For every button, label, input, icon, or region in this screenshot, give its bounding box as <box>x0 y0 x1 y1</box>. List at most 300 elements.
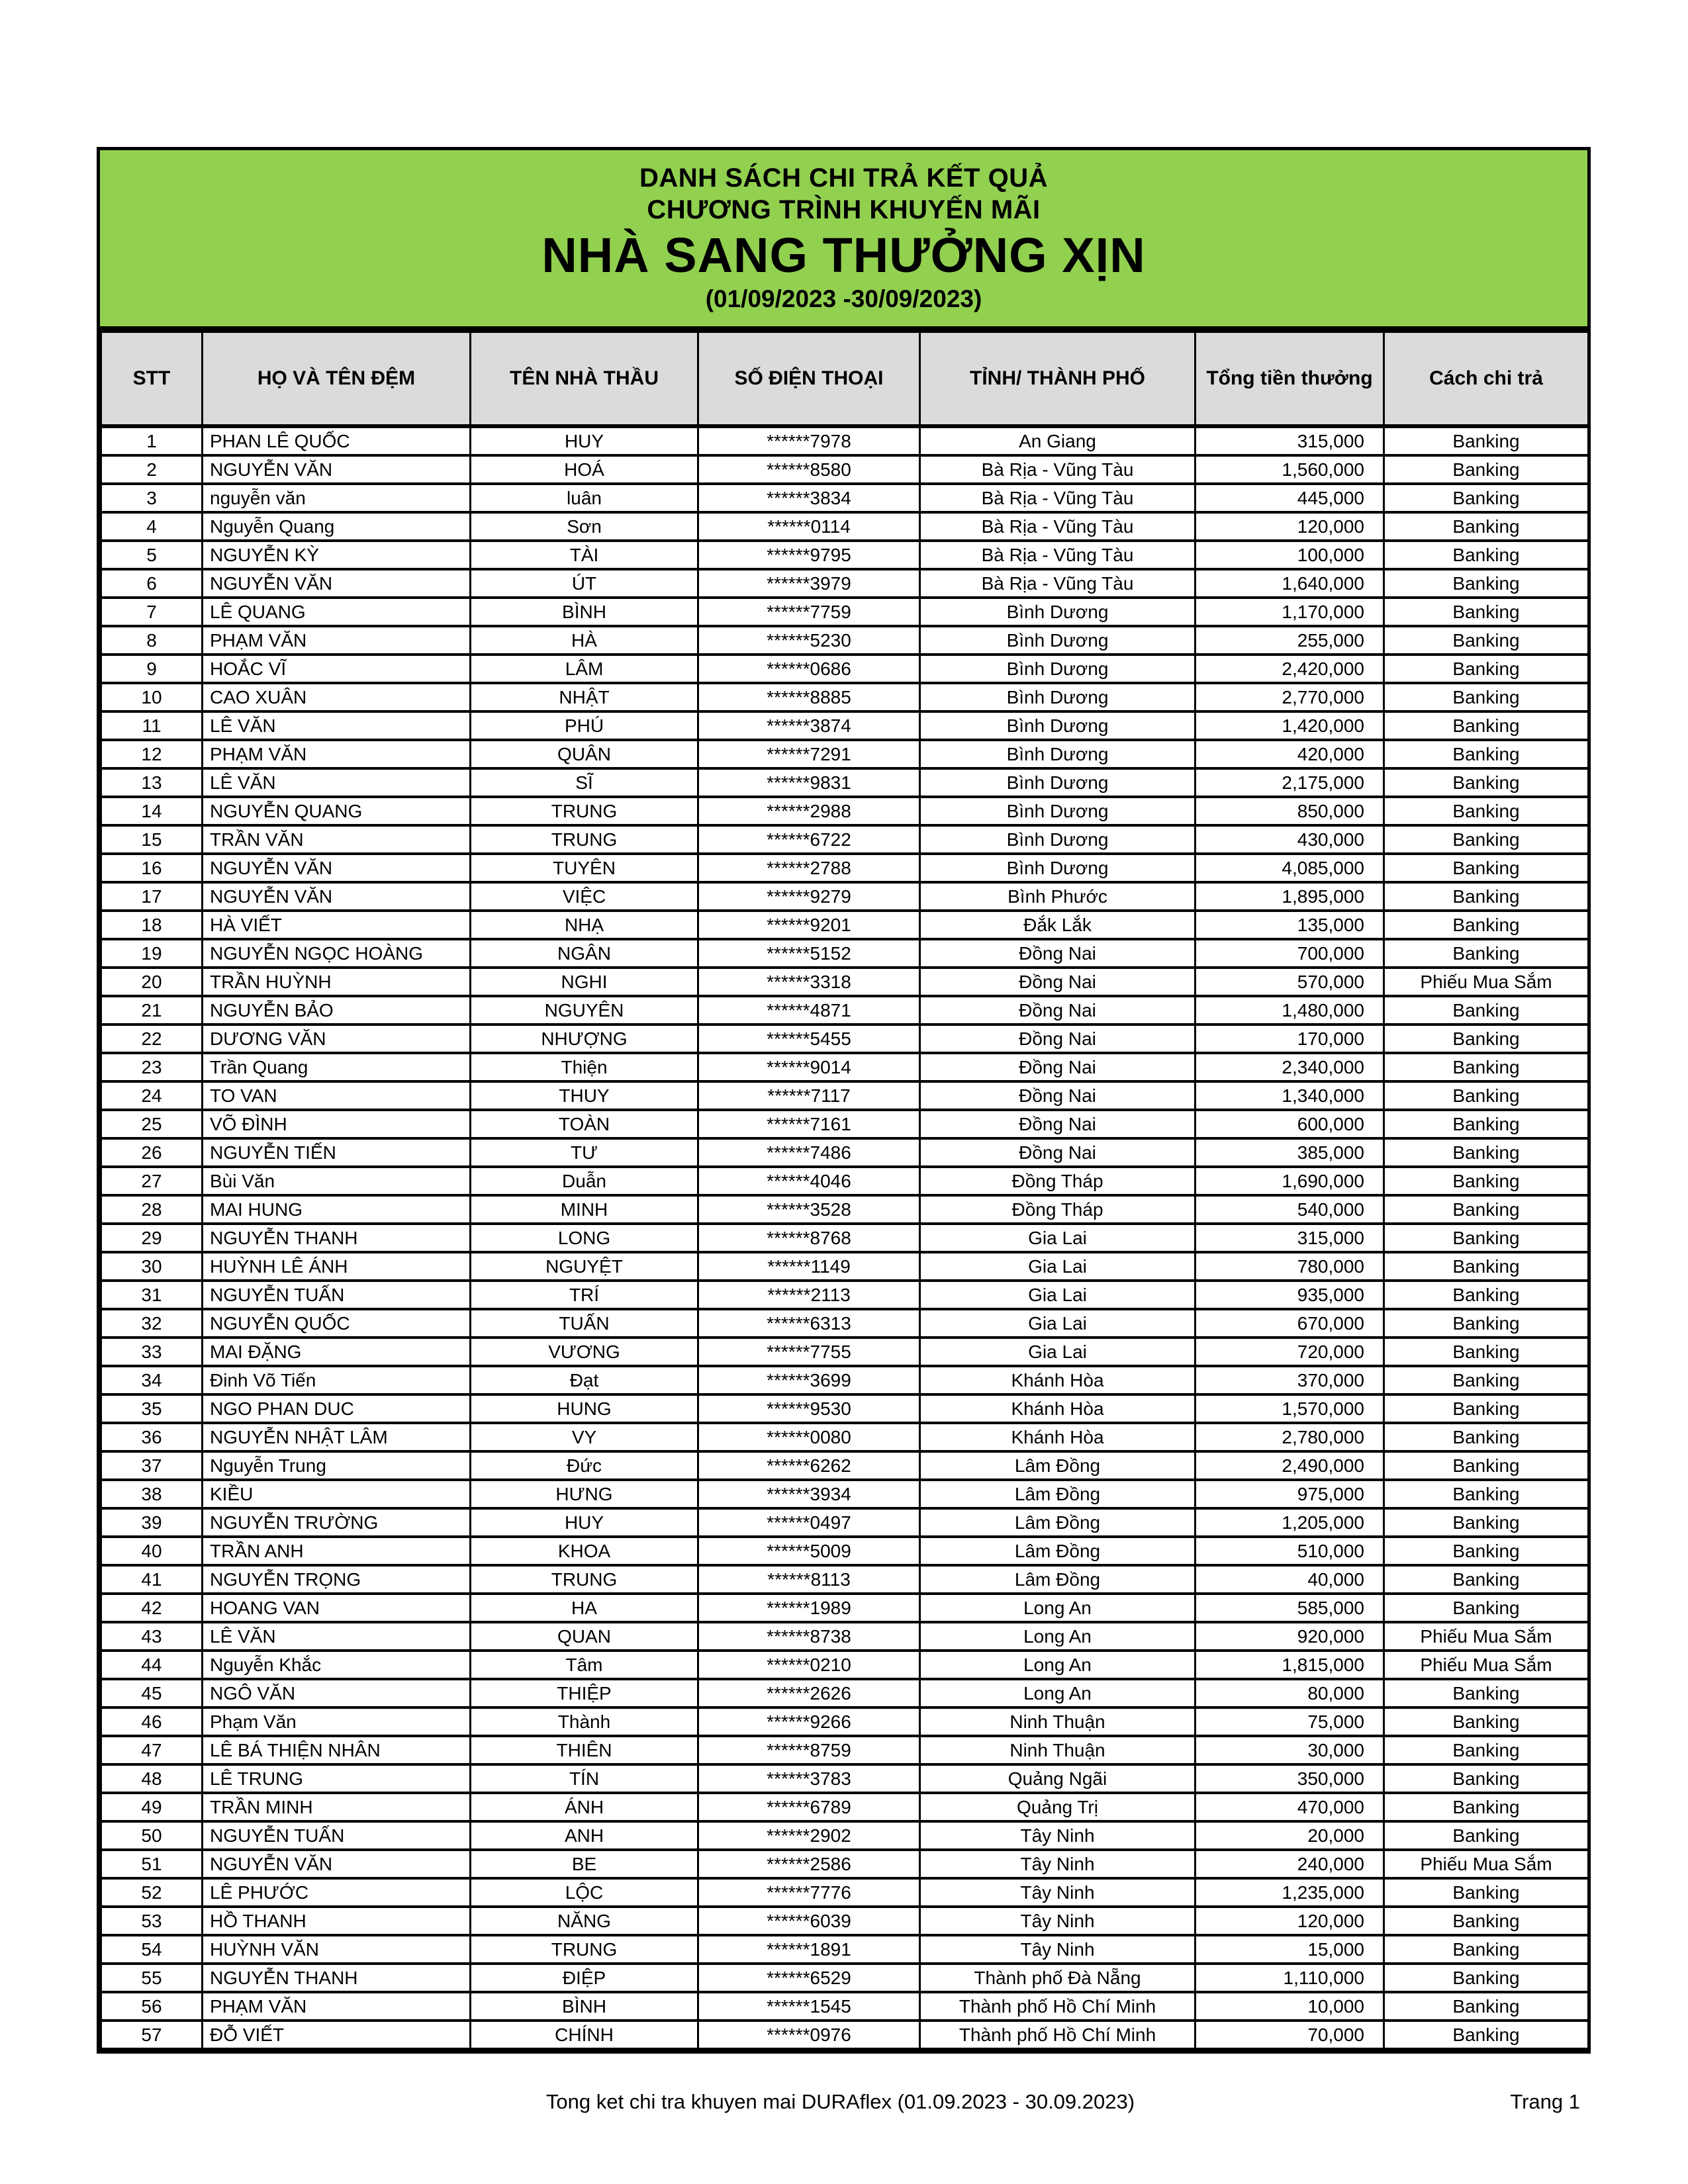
cell-cach-chi-tra: Banking <box>1384 1679 1589 1707</box>
cell-tinh-thanh-pho: Quảng Ngãi <box>920 1764 1196 1793</box>
cell-tinh-thanh-pho: An Giang <box>920 426 1196 455</box>
cell-ten-nha-thau: KHOA <box>471 1537 698 1565</box>
footer-page-number: Trang 1 <box>1510 2090 1580 2113</box>
cell-tong-tien-thuong: 15,000 <box>1196 1935 1384 1964</box>
cell-tong-tien-thuong: 1,110,000 <box>1196 1964 1384 1992</box>
table-row <box>101 1053 1589 1081</box>
cell-so-dien-thoai: ******9266 <box>698 1707 920 1736</box>
cell-stt: 14 <box>101 797 203 825</box>
cell-ho-va-ten-dem: Nguyễn Trung <box>203 1451 471 1480</box>
cell-so-dien-thoai: ******2788 <box>698 854 920 882</box>
cell-cach-chi-tra: Banking <box>1384 1281 1589 1309</box>
cell-stt: 8 <box>101 626 203 655</box>
cell-tong-tien-thuong: 470,000 <box>1196 1793 1384 1821</box>
date-range: (01/09/2023 -30/09/2023) <box>705 285 982 312</box>
cell-stt: 50 <box>101 1821 203 1850</box>
cell-tinh-thanh-pho: Bình Dương <box>920 655 1196 683</box>
cell-cach-chi-tra: Banking <box>1384 768 1589 797</box>
cell-ho-va-ten-dem: HÀ VIẾT <box>203 911 471 939</box>
cell-stt: 52 <box>101 1878 203 1907</box>
cell-stt: 49 <box>101 1793 203 1821</box>
cell-ho-va-ten-dem: HOANG VAN <box>203 1594 471 1622</box>
cell-so-dien-thoai: ******3318 <box>698 968 920 996</box>
cell-ho-va-ten-dem: LÊ QUANG <box>203 598 471 626</box>
cell-ten-nha-thau: VY <box>471 1423 698 1451</box>
col-header-ten-nha-thau: TÊN NHÀ THẦU <box>471 332 698 427</box>
cell-tinh-thanh-pho: Đồng Nai <box>920 1024 1196 1053</box>
table-row <box>101 426 1589 455</box>
cell-tinh-thanh-pho: Thành phố Đà Nẵng <box>920 1964 1196 1992</box>
cell-ho-va-ten-dem: LÊ PHƯỚC <box>203 1878 471 1907</box>
cell-ten-nha-thau: ANH <box>471 1821 698 1850</box>
cell-cach-chi-tra: Banking <box>1384 1736 1589 1764</box>
cell-tinh-thanh-pho: Long An <box>920 1594 1196 1622</box>
cell-stt: 9 <box>101 655 203 683</box>
cell-ho-va-ten-dem: HUỲNH LÊ ÁNH <box>203 1252 471 1281</box>
cell-so-dien-thoai: ******2113 <box>698 1281 920 1309</box>
table-row <box>101 1992 1589 2021</box>
table-row <box>101 1935 1589 1964</box>
cell-ho-va-ten-dem: TRẦN MINH <box>203 1793 471 1821</box>
cell-ho-va-ten-dem: TO VAN <box>203 1081 471 1110</box>
cell-tinh-thanh-pho: Bà Rịa - Vũng Tàu <box>920 541 1196 569</box>
table-row <box>101 1195 1589 1224</box>
cell-stt: 53 <box>101 1907 203 1935</box>
cell-stt: 27 <box>101 1167 203 1195</box>
cell-tinh-thanh-pho: Lâm Đồng <box>920 1565 1196 1594</box>
table-row <box>101 1451 1589 1480</box>
cell-tong-tien-thuong: 540,000 <box>1196 1195 1384 1224</box>
cell-stt: 54 <box>101 1935 203 1964</box>
cell-ten-nha-thau: Thành <box>471 1707 698 1736</box>
cell-cach-chi-tra: Banking <box>1384 1878 1589 1907</box>
table-row <box>101 825 1589 854</box>
cell-tong-tien-thuong: 2,340,000 <box>1196 1053 1384 1081</box>
cell-tinh-thanh-pho: Bà Rịa - Vũng Tàu <box>920 512 1196 541</box>
cell-ho-va-ten-dem: NGUYỄN TIẾN <box>203 1138 471 1167</box>
table-row <box>101 1138 1589 1167</box>
cell-tinh-thanh-pho: Lâm Đồng <box>920 1451 1196 1480</box>
cell-so-dien-thoai: ******0114 <box>698 512 920 541</box>
cell-ten-nha-thau: Đạt <box>471 1366 698 1394</box>
cell-tinh-thanh-pho: Bình Dương <box>920 825 1196 854</box>
cell-so-dien-thoai: ******8738 <box>698 1622 920 1651</box>
cell-ho-va-ten-dem: CAO XUÂN <box>203 683 471 711</box>
table-row <box>101 740 1589 768</box>
cell-ho-va-ten-dem: TRẦN VĂN <box>203 825 471 854</box>
cell-stt: 21 <box>101 996 203 1024</box>
cell-tinh-thanh-pho: Bà Rịa - Vũng Tàu <box>920 455 1196 484</box>
cell-so-dien-thoai: ******5455 <box>698 1024 920 1053</box>
cell-tong-tien-thuong: 1,895,000 <box>1196 882 1384 911</box>
cell-tong-tien-thuong: 420,000 <box>1196 740 1384 768</box>
cell-ten-nha-thau: HA <box>471 1594 698 1622</box>
cell-ho-va-ten-dem: HOẮC VĨ <box>203 655 471 683</box>
table-row <box>101 1736 1589 1764</box>
table-row <box>101 1081 1589 1110</box>
cell-cach-chi-tra: Banking <box>1384 797 1589 825</box>
cell-tinh-thanh-pho: Bình Dương <box>920 797 1196 825</box>
cell-so-dien-thoai: ******6262 <box>698 1451 920 1480</box>
cell-tong-tien-thuong: 720,000 <box>1196 1338 1384 1366</box>
cell-cach-chi-tra: Banking <box>1384 2021 1589 2049</box>
cell-tinh-thanh-pho: Bà Rịa - Vũng Tàu <box>920 484 1196 512</box>
cell-so-dien-thoai: ******0686 <box>698 655 920 683</box>
cell-stt: 12 <box>101 740 203 768</box>
doc-title-line2: CHƯƠNG TRÌNH KHUYẾN MÃI <box>647 195 1041 224</box>
cell-stt: 10 <box>101 683 203 711</box>
cell-so-dien-thoai: ******1149 <box>698 1252 920 1281</box>
cell-ten-nha-thau: TRÍ <box>471 1281 698 1309</box>
cell-stt: 19 <box>101 939 203 968</box>
cell-tong-tien-thuong: 170,000 <box>1196 1024 1384 1053</box>
cell-tong-tien-thuong: 350,000 <box>1196 1764 1384 1793</box>
cell-tong-tien-thuong: 1,480,000 <box>1196 996 1384 1024</box>
cell-so-dien-thoai: ******8113 <box>698 1565 920 1594</box>
cell-so-dien-thoai: ******6313 <box>698 1309 920 1338</box>
cell-stt: 25 <box>101 1110 203 1138</box>
cell-stt: 39 <box>101 1508 203 1537</box>
cell-stt: 23 <box>101 1053 203 1081</box>
page-footer <box>97 2090 1584 2120</box>
table-row <box>101 939 1589 968</box>
cell-cach-chi-tra: Banking <box>1384 426 1589 455</box>
cell-tinh-thanh-pho: Khánh Hòa <box>920 1423 1196 1451</box>
table-row <box>101 1394 1589 1423</box>
cell-cach-chi-tra: Banking <box>1384 1024 1589 1053</box>
cell-tong-tien-thuong: 4,085,000 <box>1196 854 1384 882</box>
cell-cach-chi-tra: Banking <box>1384 1110 1589 1138</box>
cell-tong-tien-thuong: 135,000 <box>1196 911 1384 939</box>
table-row <box>101 911 1589 939</box>
cell-tinh-thanh-pho: Đồng Nai <box>920 1081 1196 1110</box>
cell-tinh-thanh-pho: Bà Rịa - Vũng Tàu <box>920 569 1196 598</box>
cell-tinh-thanh-pho: Ninh Thuận <box>920 1736 1196 1764</box>
cell-cach-chi-tra: Banking <box>1384 711 1589 740</box>
cell-ten-nha-thau: Duẫn <box>471 1167 698 1195</box>
cell-stt: 7 <box>101 598 203 626</box>
cell-cach-chi-tra: Banking <box>1384 882 1589 911</box>
cell-tong-tien-thuong: 920,000 <box>1196 1622 1384 1651</box>
cell-tinh-thanh-pho: Bình Dương <box>920 711 1196 740</box>
cell-ten-nha-thau: QUÂN <box>471 740 698 768</box>
cell-tinh-thanh-pho: Đồng Nai <box>920 968 1196 996</box>
cell-so-dien-thoai: ******7776 <box>698 1878 920 1907</box>
table-row <box>101 882 1589 911</box>
cell-tinh-thanh-pho: Bình Dương <box>920 626 1196 655</box>
cell-cach-chi-tra: Banking <box>1384 1338 1589 1366</box>
cell-ten-nha-thau: NGUYỆT <box>471 1252 698 1281</box>
cell-tong-tien-thuong: 670,000 <box>1196 1309 1384 1338</box>
cell-so-dien-thoai: ******3528 <box>698 1195 920 1224</box>
cell-tong-tien-thuong: 1,235,000 <box>1196 1878 1384 1907</box>
cell-so-dien-thoai: ******7161 <box>698 1110 920 1138</box>
cell-cach-chi-tra: Banking <box>1384 1935 1589 1964</box>
table-row <box>101 655 1589 683</box>
cell-ho-va-ten-dem: NGUYỄN VĂN <box>203 1850 471 1878</box>
cell-ho-va-ten-dem: LÊ VĂN <box>203 711 471 740</box>
cell-ho-va-ten-dem: Đinh Võ Tiến <box>203 1366 471 1394</box>
col-header-so-dien-thoai: SỐ ĐIỆN THOẠI <box>698 332 920 427</box>
cell-ho-va-ten-dem: DƯƠNG VĂN <box>203 1024 471 1053</box>
cell-cach-chi-tra: Phiếu Mua Sắm <box>1384 1850 1589 1878</box>
cell-ten-nha-thau: NGHI <box>471 968 698 996</box>
table-row <box>101 1167 1589 1195</box>
table-row <box>101 484 1589 512</box>
cell-tinh-thanh-pho: Bình Dương <box>920 768 1196 797</box>
payout-table <box>100 331 1589 2050</box>
cell-stt: 41 <box>101 1565 203 1594</box>
footer-summary: Tong ket chi tra khuyen mai DURAflex (01.09.2023 - 30.09.2023) <box>545 2090 1135 2113</box>
table-row <box>101 797 1589 825</box>
cell-ten-nha-thau: ĐIỆP <box>471 1964 698 1992</box>
table-row <box>101 1707 1589 1736</box>
cell-tong-tien-thuong: 255,000 <box>1196 626 1384 655</box>
table-row <box>101 1024 1589 1053</box>
col-header-tong-tien-thuong: Tổng tiền thưởng <box>1196 332 1384 427</box>
cell-ten-nha-thau: Tâm <box>471 1651 698 1679</box>
cell-stt: 32 <box>101 1309 203 1338</box>
cell-ten-nha-thau: Sơn <box>471 512 698 541</box>
cell-tinh-thanh-pho: Lâm Đồng <box>920 1508 1196 1537</box>
cell-cach-chi-tra: Banking <box>1384 1081 1589 1110</box>
cell-cach-chi-tra: Banking <box>1384 1195 1589 1224</box>
cell-stt: 28 <box>101 1195 203 1224</box>
table-row <box>101 1907 1589 1935</box>
cell-ho-va-ten-dem: NGUYỄN THANH <box>203 1964 471 1992</box>
col-header-ho-va-ten-dem: HỌ VÀ TÊN ĐỆM <box>203 332 471 427</box>
cell-tinh-thanh-pho: Khánh Hòa <box>920 1366 1196 1394</box>
cell-so-dien-thoai: ******7486 <box>698 1138 920 1167</box>
cell-ten-nha-thau: TƯ <box>471 1138 698 1167</box>
table-row <box>101 1622 1589 1651</box>
title-banner <box>100 150 1587 331</box>
cell-tong-tien-thuong: 70,000 <box>1196 2021 1384 2049</box>
cell-ten-nha-thau: HUNG <box>471 1394 698 1423</box>
cell-cach-chi-tra: Banking <box>1384 455 1589 484</box>
cell-ten-nha-thau: TRUNG <box>471 825 698 854</box>
cell-so-dien-thoai: ******6039 <box>698 1907 920 1935</box>
cell-stt: 42 <box>101 1594 203 1622</box>
cell-so-dien-thoai: ******3979 <box>698 569 920 598</box>
col-header-cach-chi-tra: Cách chi trả <box>1384 332 1589 427</box>
cell-tong-tien-thuong: 570,000 <box>1196 968 1384 996</box>
table-row <box>101 598 1589 626</box>
cell-tong-tien-thuong: 975,000 <box>1196 1480 1384 1508</box>
cell-cach-chi-tra: Phiếu Mua Sắm <box>1384 968 1589 996</box>
cell-ten-nha-thau: TÍN <box>471 1764 698 1793</box>
cell-so-dien-thoai: ******1891 <box>698 1935 920 1964</box>
cell-stt: 13 <box>101 768 203 797</box>
cell-so-dien-thoai: ******9279 <box>698 882 920 911</box>
cell-tong-tien-thuong: 370,000 <box>1196 1366 1384 1394</box>
cell-tong-tien-thuong: 1,640,000 <box>1196 569 1384 598</box>
cell-tinh-thanh-pho: Lâm Đồng <box>920 1480 1196 1508</box>
cell-tong-tien-thuong: 385,000 <box>1196 1138 1384 1167</box>
cell-ho-va-ten-dem: LÊ BÁ THIỆN NHÂN <box>203 1736 471 1764</box>
cell-tinh-thanh-pho: Tây Ninh <box>920 1907 1196 1935</box>
cell-tinh-thanh-pho: Gia Lai <box>920 1338 1196 1366</box>
cell-tong-tien-thuong: 2,175,000 <box>1196 768 1384 797</box>
table-row <box>101 455 1589 484</box>
cell-stt: 4 <box>101 512 203 541</box>
table-row <box>101 1309 1589 1338</box>
cell-stt: 48 <box>101 1764 203 1793</box>
cell-so-dien-thoai: ******8885 <box>698 683 920 711</box>
cell-so-dien-thoai: ******1989 <box>698 1594 920 1622</box>
cell-stt: 6 <box>101 569 203 598</box>
cell-so-dien-thoai: ******5230 <box>698 626 920 655</box>
cell-stt: 51 <box>101 1850 203 1878</box>
table-row <box>101 1281 1589 1309</box>
cell-ten-nha-thau: NHẬT <box>471 683 698 711</box>
cell-tinh-thanh-pho: Đồng Nai <box>920 996 1196 1024</box>
cell-ten-nha-thau: Đức <box>471 1451 698 1480</box>
cell-ten-nha-thau: NGUYÊN <box>471 996 698 1024</box>
cell-so-dien-thoai: ******7755 <box>698 1338 920 1366</box>
cell-ten-nha-thau: HOÁ <box>471 455 698 484</box>
cell-tong-tien-thuong: 1,205,000 <box>1196 1508 1384 1537</box>
cell-cach-chi-tra: Banking <box>1384 1138 1589 1167</box>
cell-ten-nha-thau: NĂNG <box>471 1907 698 1935</box>
cell-tinh-thanh-pho: Bình Dương <box>920 598 1196 626</box>
table-row <box>101 512 1589 541</box>
cell-so-dien-thoai: ******8759 <box>698 1736 920 1764</box>
cell-tinh-thanh-pho: Bình Dương <box>920 683 1196 711</box>
cell-so-dien-thoai: ******9014 <box>698 1053 920 1081</box>
cell-tong-tien-thuong: 315,000 <box>1196 426 1384 455</box>
cell-ten-nha-thau: PHÚ <box>471 711 698 740</box>
cell-ho-va-ten-dem: HUỲNH VĂN <box>203 1935 471 1964</box>
cell-so-dien-thoai: ******6789 <box>698 1793 920 1821</box>
cell-tong-tien-thuong: 1,340,000 <box>1196 1081 1384 1110</box>
table-row <box>101 1793 1589 1821</box>
cell-ten-nha-thau: luân <box>471 484 698 512</box>
cell-cach-chi-tra: Banking <box>1384 1565 1589 1594</box>
cell-so-dien-thoai: ******2626 <box>698 1679 920 1707</box>
cell-ho-va-ten-dem: Trần Quang <box>203 1053 471 1081</box>
cell-ten-nha-thau: QUAN <box>471 1622 698 1651</box>
cell-tinh-thanh-pho: Bình Dương <box>920 854 1196 882</box>
cell-stt: 22 <box>101 1024 203 1053</box>
cell-stt: 11 <box>101 711 203 740</box>
cell-tong-tien-thuong: 1,570,000 <box>1196 1394 1384 1423</box>
cell-cach-chi-tra: Banking <box>1384 1394 1589 1423</box>
cell-ho-va-ten-dem: PHẠM VĂN <box>203 1992 471 2021</box>
cell-cach-chi-tra: Phiếu Mua Sắm <box>1384 1651 1589 1679</box>
cell-cach-chi-tra: Banking <box>1384 1423 1589 1451</box>
cell-so-dien-thoai: ******7759 <box>698 598 920 626</box>
cell-ho-va-ten-dem: NGUYỄN NGỌC HOÀNG <box>203 939 471 968</box>
table-row <box>101 1821 1589 1850</box>
cell-so-dien-thoai: ******9530 <box>698 1394 920 1423</box>
program-name: NHÀ SANG THƯỞNG XỊN <box>541 228 1146 283</box>
cell-stt: 17 <box>101 882 203 911</box>
cell-so-dien-thoai: ******3699 <box>698 1366 920 1394</box>
cell-tong-tien-thuong: 1,420,000 <box>1196 711 1384 740</box>
cell-tinh-thanh-pho: Gia Lai <box>920 1224 1196 1252</box>
cell-tong-tien-thuong: 20,000 <box>1196 1821 1384 1850</box>
cell-ho-va-ten-dem: KIỀU <box>203 1480 471 1508</box>
cell-so-dien-thoai: ******0976 <box>698 2021 920 2049</box>
cell-ho-va-ten-dem: Bùi Văn <box>203 1167 471 1195</box>
cell-ho-va-ten-dem: nguyễn văn <box>203 484 471 512</box>
cell-tong-tien-thuong: 1,690,000 <box>1196 1167 1384 1195</box>
cell-tong-tien-thuong: 240,000 <box>1196 1850 1384 1878</box>
table-row <box>101 1508 1589 1537</box>
col-header-stt: STT <box>101 332 203 427</box>
table-row <box>101 1366 1589 1394</box>
cell-so-dien-thoai: ******6722 <box>698 825 920 854</box>
cell-stt: 57 <box>101 2021 203 2049</box>
cell-tinh-thanh-pho: Đồng Nai <box>920 1110 1196 1138</box>
cell-ho-va-ten-dem: NGUYỄN TRỌNG <box>203 1565 471 1594</box>
cell-stt: 55 <box>101 1964 203 1992</box>
table-row <box>101 683 1589 711</box>
payout-sheet <box>97 147 1591 2054</box>
cell-cach-chi-tra: Banking <box>1384 683 1589 711</box>
cell-so-dien-thoai: ******9201 <box>698 911 920 939</box>
cell-tinh-thanh-pho: Đồng Nai <box>920 939 1196 968</box>
cell-stt: 33 <box>101 1338 203 1366</box>
table-row <box>101 711 1589 740</box>
table-row <box>101 541 1589 569</box>
cell-stt: 44 <box>101 1651 203 1679</box>
cell-so-dien-thoai: ******7291 <box>698 740 920 768</box>
cell-ten-nha-thau: TOÀN <box>471 1110 698 1138</box>
cell-ho-va-ten-dem: NGÔ VĂN <box>203 1679 471 1707</box>
cell-tong-tien-thuong: 30,000 <box>1196 1736 1384 1764</box>
cell-stt: 18 <box>101 911 203 939</box>
cell-so-dien-thoai: ******9831 <box>698 768 920 797</box>
cell-so-dien-thoai: ******3834 <box>698 484 920 512</box>
table-row <box>101 968 1589 996</box>
cell-ho-va-ten-dem: PHẠM VĂN <box>203 626 471 655</box>
cell-cach-chi-tra: Banking <box>1384 1793 1589 1821</box>
cell-cach-chi-tra: Banking <box>1384 1252 1589 1281</box>
cell-tinh-thanh-pho: Đồng Nai <box>920 1053 1196 1081</box>
cell-tong-tien-thuong: 2,420,000 <box>1196 655 1384 683</box>
cell-ten-nha-thau: TRUNG <box>471 1935 698 1964</box>
cell-tong-tien-thuong: 1,560,000 <box>1196 455 1384 484</box>
cell-tong-tien-thuong: 315,000 <box>1196 1224 1384 1252</box>
cell-so-dien-thoai: ******3874 <box>698 711 920 740</box>
cell-stt: 1 <box>101 426 203 455</box>
cell-cach-chi-tra: Phiếu Mua Sắm <box>1384 1622 1589 1651</box>
cell-ho-va-ten-dem: NGUYỄN VĂN <box>203 569 471 598</box>
cell-ho-va-ten-dem: NGO PHAN DUC <box>203 1394 471 1423</box>
cell-cach-chi-tra: Banking <box>1384 825 1589 854</box>
cell-ho-va-ten-dem: NGUYỄN VĂN <box>203 882 471 911</box>
cell-so-dien-thoai: ******8580 <box>698 455 920 484</box>
cell-ho-va-ten-dem: NGUYỄN VĂN <box>203 455 471 484</box>
cell-so-dien-thoai: ******2988 <box>698 797 920 825</box>
cell-so-dien-thoai: ******4871 <box>698 996 920 1024</box>
cell-ho-va-ten-dem: PHẠM VĂN <box>203 740 471 768</box>
cell-so-dien-thoai: ******3783 <box>698 1764 920 1793</box>
cell-tinh-thanh-pho: Khánh Hòa <box>920 1394 1196 1423</box>
cell-tinh-thanh-pho: Gia Lai <box>920 1252 1196 1281</box>
cell-ten-nha-thau: TRUNG <box>471 797 698 825</box>
cell-ten-nha-thau: HƯNG <box>471 1480 698 1508</box>
cell-cach-chi-tra: Banking <box>1384 1224 1589 1252</box>
cell-ho-va-ten-dem: NGUYỄN THANH <box>203 1224 471 1252</box>
cell-tinh-thanh-pho: Bình Phước <box>920 882 1196 911</box>
cell-tinh-thanh-pho: Long An <box>920 1651 1196 1679</box>
cell-cach-chi-tra: Banking <box>1384 1821 1589 1850</box>
cell-stt: 5 <box>101 541 203 569</box>
cell-tong-tien-thuong: 40,000 <box>1196 1565 1384 1594</box>
